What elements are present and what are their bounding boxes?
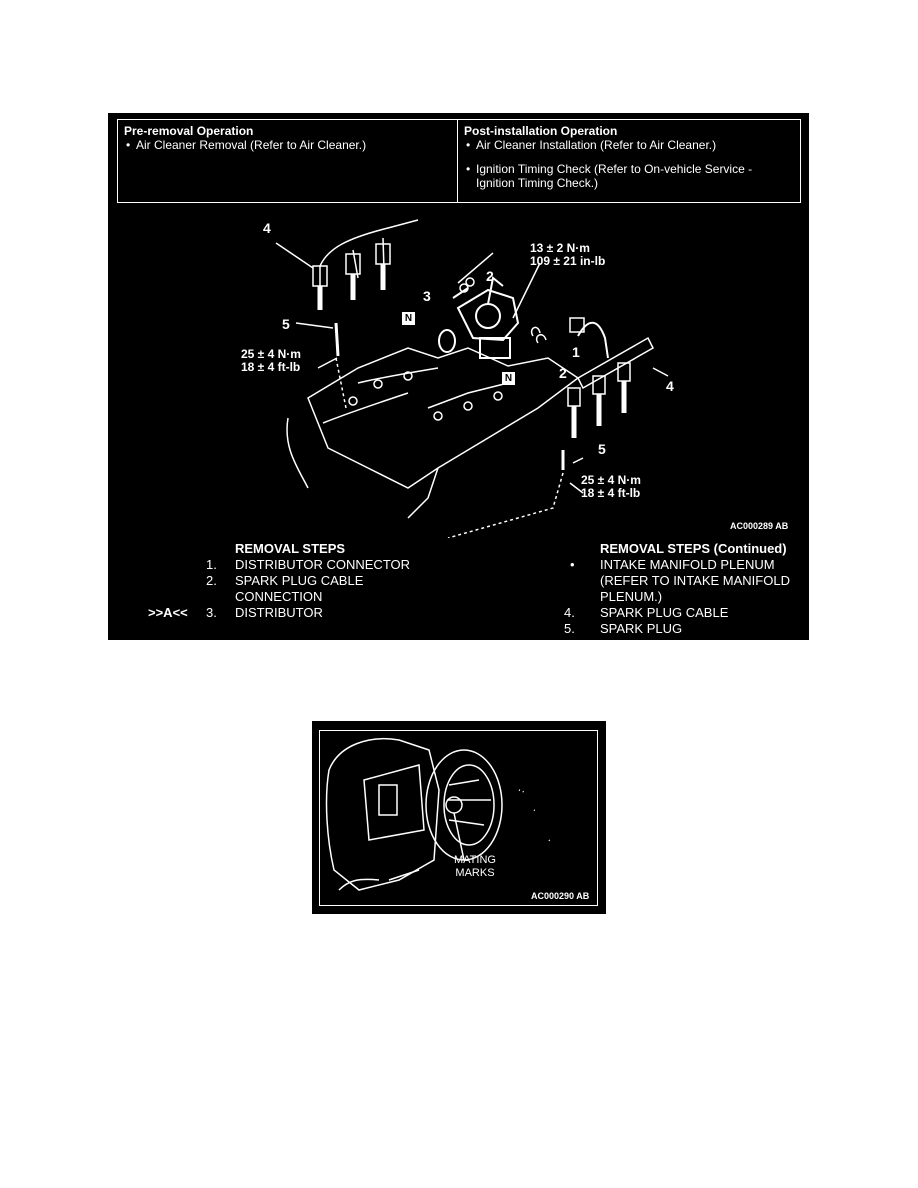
step-text: SPARK PLUG CABLE xyxy=(235,573,364,588)
torque-value-nm: 13 ± 2 N·m xyxy=(530,241,590,255)
removal-step xyxy=(564,589,804,605)
spark-plug-cable-right xyxy=(578,338,653,388)
callout-2-top: 2 xyxy=(486,268,494,284)
figure-id: AC000289 AB xyxy=(730,521,789,531)
callout-3: 3 xyxy=(423,288,431,304)
post-installation-column xyxy=(464,124,794,190)
spark-plug-left xyxy=(336,323,338,356)
distributor xyxy=(439,278,518,358)
mating-marks-figure xyxy=(312,721,606,914)
figure-id: AC000290 AB xyxy=(531,891,590,901)
removal-step xyxy=(564,573,804,589)
callout-5-right: 5 xyxy=(598,441,606,457)
torque-plug-left xyxy=(241,348,301,374)
step-number: 5. xyxy=(564,621,575,636)
removal-step xyxy=(564,621,804,637)
removal-steps-left xyxy=(148,541,448,621)
removal-step xyxy=(148,589,448,605)
step-text: CONNECTION xyxy=(235,589,323,604)
removal-step xyxy=(148,557,448,573)
removal-steps-title: REMOVAL STEPS (Continued) xyxy=(600,541,787,556)
mating-label-line2: MARKS xyxy=(455,867,495,879)
removal-step xyxy=(564,605,804,621)
spark-plug-cable-left xyxy=(320,220,418,298)
mating-marks-label xyxy=(454,854,496,880)
post-installation-heading: Post-installation Operation xyxy=(464,124,618,138)
torque-value-nm: 25 ± 4 N·m xyxy=(241,347,301,361)
step-text: PLENUM.) xyxy=(600,589,663,604)
cylinder-head xyxy=(308,348,578,488)
distributor-connector-cable xyxy=(578,323,608,358)
callout-1: 1 xyxy=(572,344,580,360)
operations-table xyxy=(117,119,801,203)
post-installation-item: • Ignition Timing Check (Refer to On-vehicle Service - Ignition Timing Check.) xyxy=(464,162,794,190)
pre-removal-heading: Pre-removal Operation xyxy=(124,124,254,138)
step-number: 4. xyxy=(564,605,575,620)
operations-divider xyxy=(457,120,458,202)
torque-value-imperial: 109 ± 21 in-lb xyxy=(530,254,606,268)
n-mark-nut: N xyxy=(502,372,515,385)
removal-step xyxy=(564,557,804,573)
step-number: 3. xyxy=(206,605,217,620)
torque-distributor xyxy=(530,242,605,268)
step-text: SPARK PLUG xyxy=(600,621,683,636)
mating-label-line1: MATING xyxy=(454,854,496,866)
torque-value-imperial: 18 ± 4 ft-lb xyxy=(581,486,641,500)
removal-step xyxy=(148,605,448,621)
step-number: 2. xyxy=(206,573,217,588)
removal-steps-title: REMOVAL STEPS xyxy=(235,541,346,556)
distributor-removal-figure xyxy=(108,113,809,640)
pre-removal-column xyxy=(124,124,444,152)
engine-illustration xyxy=(108,208,809,538)
callout-5-left: 5 xyxy=(282,316,290,332)
step-reference-prefix: >>A<< xyxy=(148,605,188,620)
pre-removal-item: • Air Cleaner Removal (Refer to Air Cleaner.) xyxy=(124,138,444,152)
torque-value-imperial: 18 ± 4 ft-lb xyxy=(241,360,301,374)
step-text: INTAKE MANIFOLD PLENUM xyxy=(600,557,775,572)
step-bullet: • xyxy=(570,557,575,572)
n-mark-oring: N xyxy=(402,312,415,325)
step-text: SPARK PLUG CABLE xyxy=(600,605,729,620)
step-number: 1. xyxy=(206,557,217,572)
post-installation-item: • Air Cleaner Installation (Refer to Air Cleaner.) xyxy=(464,138,794,152)
removal-steps-right xyxy=(564,541,804,637)
step-text: DISTRIBUTOR CONNECTOR xyxy=(235,557,411,572)
callout-4-right: 4 xyxy=(666,378,674,394)
step-text: (REFER TO INTAKE MANIFOLD xyxy=(600,573,790,588)
callout-2-right: 2 xyxy=(559,365,567,381)
torque-value-nm: 25 ± 4 N·m xyxy=(581,473,641,487)
step-text: DISTRIBUTOR xyxy=(235,605,323,620)
callout-4-left: 4 xyxy=(263,220,271,236)
removal-step xyxy=(148,573,448,589)
torque-plug-right xyxy=(581,474,641,500)
